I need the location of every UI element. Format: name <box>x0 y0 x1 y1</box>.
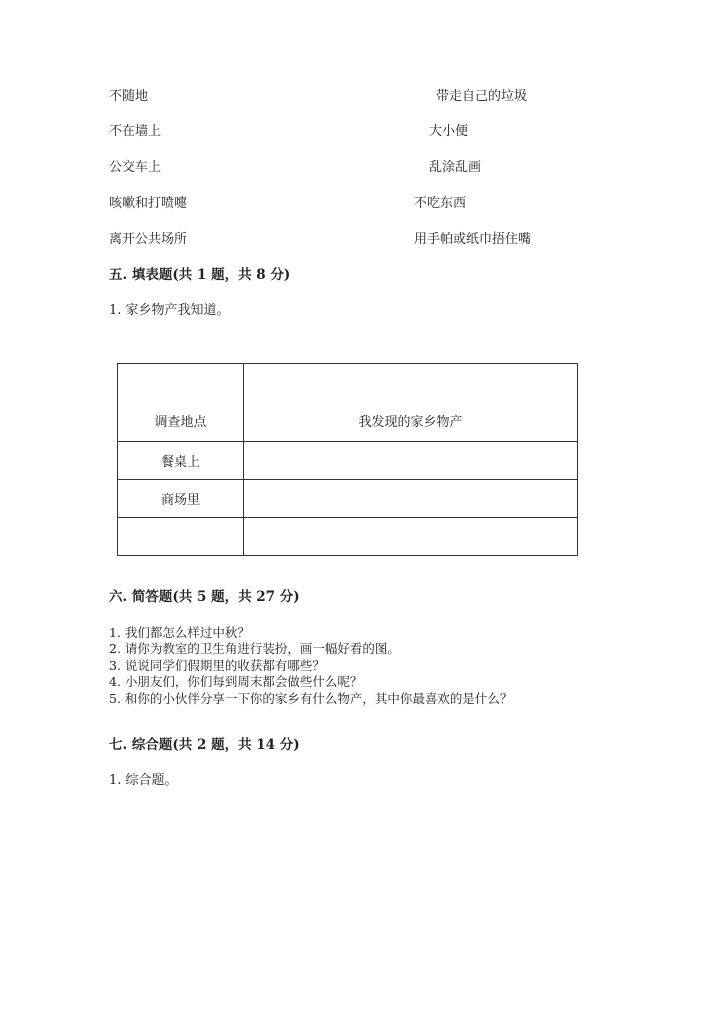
survey-table <box>117 363 578 556</box>
match-right-3: 乱涂乱画 <box>429 160 482 175</box>
table-row <box>118 480 578 518</box>
match-left-5: 离开公共场所 <box>109 232 188 247</box>
list-item: 4. 小朋友们，你们每到周末都会做些什么呢？ <box>109 674 363 690</box>
match-right-1: 带走自己的垃圾 <box>436 89 528 104</box>
table-header-products: 我发现的家乡物产 <box>244 364 578 442</box>
table-header-location: 调查地点 <box>118 364 244 442</box>
table-cell-location: 商场里 <box>118 480 244 518</box>
table-header-row <box>118 364 578 442</box>
table-cell-products[interactable] <box>244 442 578 480</box>
section5-heading: 五. 填表题(共 1 题，共 8 分) <box>109 267 291 283</box>
section7-question: 1. 综合题。 <box>109 773 178 788</box>
match-left-1: 不随地 <box>109 89 149 104</box>
table-cell-location[interactable] <box>118 518 244 556</box>
section7-heading: 七. 综合题(共 2 题，共 14 分) <box>109 737 300 753</box>
list-item: 5. 和你的小伙伴分享一下你的家乡有什么物产，其中你最喜欢的是什么？ <box>109 690 513 706</box>
table-cell-products[interactable] <box>244 480 578 518</box>
list-item: 1. 我们都怎么样过中秋？ <box>109 625 250 640</box>
table-cell-location: 餐桌上 <box>118 442 244 480</box>
table-cell-products[interactable] <box>244 518 578 556</box>
section6-question-list <box>109 625 512 707</box>
match-right-4: 不吃东西 <box>414 196 467 211</box>
match-left-4: 咳嗽和打喷嚏 <box>109 196 188 211</box>
match-right-2: 大小便 <box>429 124 469 139</box>
list-item: 2. 请你为教室的卫生角进行装扮，画一幅好看的图。 <box>109 641 400 657</box>
match-right-5: 用手帕或纸巾捂住嘴 <box>414 232 532 247</box>
match-left-3: 公交车上 <box>109 160 162 175</box>
section6-heading: 六. 简答题(共 5 题，共 27 分) <box>109 589 300 605</box>
list-item: 3. 说说同学们假期里的收获都有哪些？ <box>109 657 325 673</box>
table-row <box>118 518 578 556</box>
match-left-2: 不在墙上 <box>109 124 162 139</box>
table-row <box>118 442 578 480</box>
section5-question: 1. 家乡物产我知道。 <box>109 303 230 318</box>
